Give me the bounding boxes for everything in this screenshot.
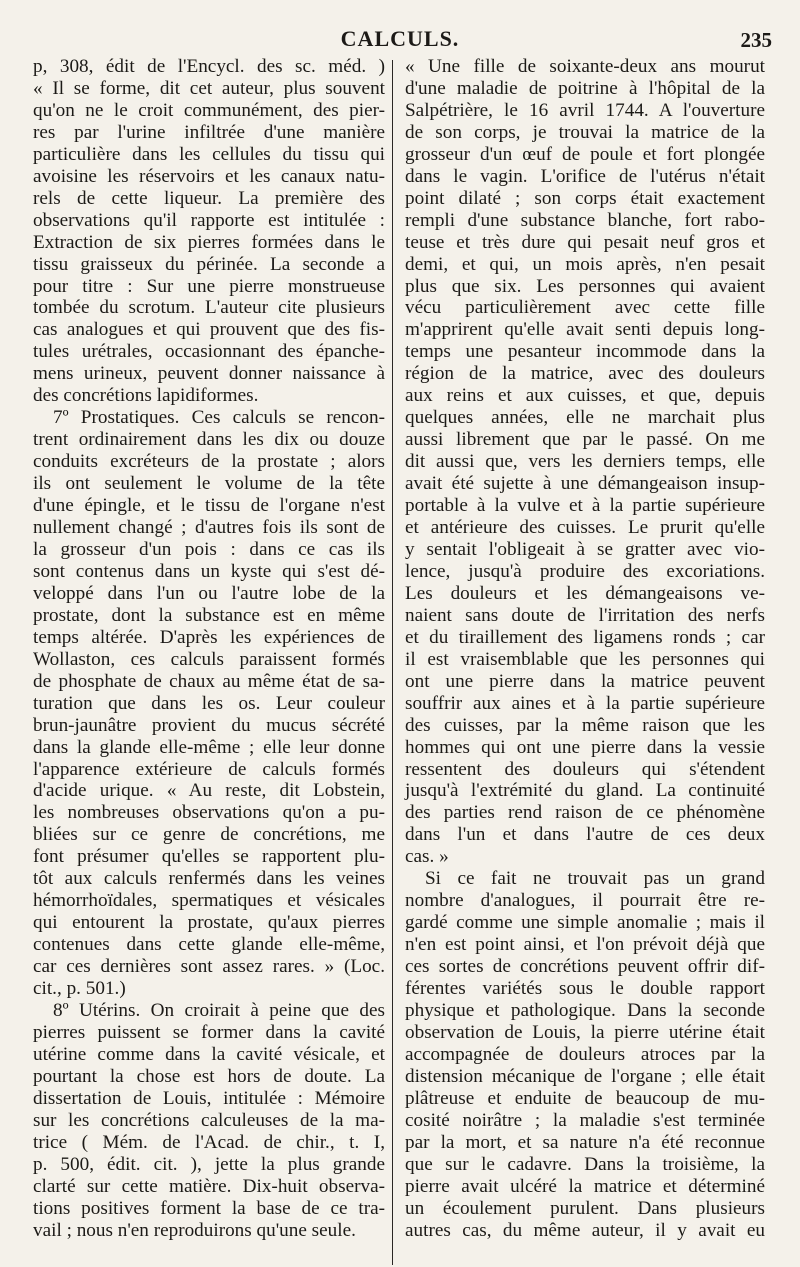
text-line: un écoulement purulent. Dans plusieurs — [405, 1197, 765, 1219]
text-line: férentes variétés sous le double rapport — [405, 978, 765, 1000]
text-line: cas analogues et qui prouvent que des fis- — [33, 319, 385, 341]
text-line: les nombreuses observations qu'on a pu- — [33, 802, 385, 824]
column-divider — [392, 60, 393, 1265]
text-line: hommes qui ont une pierre dans la vessie — [405, 736, 765, 758]
text-line: veloppé dans l'un ou l'autre lobe de la — [33, 582, 385, 604]
text-line: Si ce fait ne trouvait pas un grand — [425, 868, 765, 890]
text-line: clarté sur cette matière. Dix-huit observa- — [33, 1175, 385, 1197]
text-line: quelques années, elle ne marchait plus — [405, 407, 765, 429]
text-line: dans la glande elle-même ; elle leur donne — [33, 736, 385, 758]
text-line: brun-jaunâtre provient du mucus sécrété — [33, 714, 385, 736]
text-line: point dilaté ; son corps était exactement — [405, 187, 765, 209]
text-line: Wollaston, ces calculs paraissent formés — [33, 648, 385, 670]
page-number: 235 — [740, 28, 772, 52]
text-line: aux reins et aux cuisses, et que, depuis — [405, 385, 765, 407]
page-header — [0, 26, 800, 56]
text-line: « Une fille de soixante-deux ans mourut — [405, 56, 765, 77]
text-line: d'une maladie de poitrine à l'hôpital de la — [405, 77, 765, 99]
text-line: des parties rend raison de ce phénomène — [405, 802, 765, 824]
text-line: plus que six. Les personnes qui avaient — [405, 275, 765, 297]
text-line: ils ont seulement le volume de la tête — [33, 473, 385, 495]
text-line: car ces dernières sont assez rares. » (Loc. — [33, 956, 385, 978]
text-line: n'en est point ainsi, et l'on prévoit déjà que — [405, 934, 765, 956]
text-line: y sentait l'obligeait à se gratter avec vio- — [405, 538, 765, 560]
text-line: cosité noirâtre ; la maladie s'est terminée — [405, 1109, 765, 1131]
text-line: teuse et très dure qui pesait neuf gros et — [405, 231, 765, 253]
text-line: temps altérée. D'après les expériences de — [33, 626, 385, 648]
text-line: portable à la vulve et à la partie supérieure — [405, 495, 765, 517]
text-line: contenues dans cette glande elle-même, — [33, 934, 385, 956]
text-line: jusqu'à l'extrémité du gland. La continuité — [405, 780, 765, 802]
text-line: cit., p. 501.) — [33, 978, 126, 1000]
text-line: lence, jusqu'à produire des excoriations. — [405, 560, 765, 582]
text-line: m'apprirent qu'elle avait senti depuis long- — [405, 319, 765, 341]
text-line: que sur le cadavre. Dans la troisième, la — [405, 1153, 765, 1175]
text-line: cas. » — [405, 846, 449, 868]
text-line: res par l'urine infiltrée d'une manière — [33, 121, 385, 143]
text-line: hémorrhoïdales, spermatiques et vésicales — [33, 890, 385, 912]
text-line: tôt aux calculs renfermés dans les veines — [33, 868, 385, 890]
text-line: par la mort, et sa nature n'a été reconnue — [405, 1131, 765, 1153]
text-line: trent ordinairement dans les dix ou douze — [33, 429, 385, 451]
text-line: dissertation de Louis, intitulée : Mémoire — [33, 1087, 385, 1109]
text-line: souffrir aux aines et à la partie supérieure — [405, 692, 765, 714]
text-line: plâtreuse et enduite de beaucoup de mu- — [405, 1087, 765, 1109]
text-line: distension mécanique de l'organe ; elle était — [405, 1065, 765, 1087]
text-line: et du tiraillement des ligamens ronds ; car — [405, 626, 765, 648]
text-line: ces sortes de concrétions peuvent offrir dif- — [405, 956, 765, 978]
text-line: Extraction de six pierres formées dans le — [33, 231, 385, 253]
text-line: font présumer qu'elles se rapportent plu- — [33, 846, 385, 868]
text-line: dans l'un et dans l'autre de ces deux — [405, 824, 765, 846]
text-line: « Il se forme, dit cet auteur, plus souvent — [33, 77, 385, 99]
text-line: Les douleurs et les démangeaisons ve- — [405, 582, 765, 604]
text-line: tissu graisseux du périnée. La seconde a — [33, 253, 385, 275]
text-line: la grosseur d'un pois : dans ce cas ils — [33, 538, 385, 560]
text-line: il est vraisemblable que les personnes qui — [405, 648, 765, 670]
text-line: conduits excréteurs de la prostate ; alors — [33, 451, 385, 473]
running-title: CALCULS. — [340, 26, 460, 51]
text-line: sont contenus dans un kyste qui s'est dé- — [33, 560, 385, 582]
text-line: dans le vagin. L'orifice de l'utérus n'était — [405, 165, 765, 187]
text-line: et antérieure des cuisses. Le prurit qu'elle — [405, 517, 765, 539]
text-line: ressentent des douleurs qui s'étendent — [405, 758, 765, 780]
text-line: bliées sur ce genre de concrétions, me — [33, 824, 385, 846]
text-line: des cuisses, par la même raison que les — [405, 714, 765, 736]
text-line: tions positives forment la base de ce tra- — [33, 1197, 385, 1219]
text-line: région de la matrice, avec des douleurs — [405, 363, 765, 385]
text-line: rels de cette liqueur. La première des — [33, 187, 385, 209]
text-line: nombre d'analogues, il pourrait être re- — [405, 890, 765, 912]
text-line: observation de Louis, la pierre utérine était — [405, 1021, 765, 1043]
text-line: avoisine les réservoirs et les canaux natu- — [33, 165, 385, 187]
text-line: pierre avait ulcéré la matrice et déterminé — [405, 1175, 765, 1197]
text-line: vécu particulièrement avec cette fille — [405, 297, 765, 319]
text-line: 7º Prostatiques. Ces calculs se rencon- — [53, 407, 385, 429]
text-line: ont une pierre dans la matrice peuvent — [405, 670, 765, 692]
text-line: accompagnée de douleurs atroces par la — [405, 1043, 765, 1065]
left-text-column — [33, 56, 385, 1241]
right-text-column — [405, 56, 765, 1241]
text-line: nullement changé ; d'autres fois ils sont de — [33, 517, 385, 539]
text-line: demi, et qui, un mois après, n'en pesait — [405, 253, 765, 275]
text-line: d'acide urique. « Au reste, dit Lobstein, — [33, 780, 385, 802]
text-line: l'apparence extérieure de calculs formés — [33, 758, 385, 780]
text-line: particulière dans les cellules du tissu qui — [33, 143, 385, 165]
text-line: aussi librement que par le passé. On me — [405, 429, 765, 451]
text-line: temps une pesanteur incommode dans la — [405, 341, 765, 363]
text-line: qui entourent la prostate, qu'aux pierres — [33, 912, 385, 934]
text-line: naient sans doute de l'irritation des nerfs — [405, 604, 765, 626]
text-line: trice ( Mém. de l'Acad. de chir., t. I, — [33, 1131, 385, 1153]
text-line: Salpétrière, le 16 avril 1744. A l'ouverture — [405, 99, 765, 121]
text-line: dit aussi que, vers les derniers temps, elle — [405, 451, 765, 473]
text-line: grosseur d'un œuf de poule et fort plongée — [405, 143, 765, 165]
text-line: gardé comme une simple anomalie ; mais il — [405, 912, 765, 934]
text-line: autres cas, du même auteur, il y avait eu — [405, 1219, 765, 1241]
text-line: pourtant la chose est hors de doute. La — [33, 1065, 385, 1087]
text-line: de phosphate de chaux au même état de sa- — [33, 670, 385, 692]
text-line: tules urétrales, occasionnant des épanche- — [33, 341, 385, 363]
text-line: d'une épingle, et le tissu de l'organe n'est — [33, 495, 385, 517]
text-line: tombée du scrotum. L'auteur cite plusieurs — [33, 297, 385, 319]
text-line: sur les concrétions calculeuses de la ma- — [33, 1109, 385, 1131]
text-line: physique et pathologique. Dans la seconde — [405, 999, 765, 1021]
text-line: rempli d'une substance blanche, fort rabo- — [405, 209, 765, 231]
text-line: pour titre : Sur une pierre monstrueuse — [33, 275, 385, 297]
text-line: des concrétions lapidiformes. — [33, 385, 259, 407]
text-line: p. 500, édit. cit. ), jette la plus grande — [33, 1153, 385, 1175]
text-line: prostate, dont la substance est en même — [33, 604, 385, 626]
text-line: qu'on ne le croit communément, des pier- — [33, 99, 385, 121]
text-line: p, 308, édit de l'Encycl. des sc. méd. ) — [33, 56, 385, 77]
text-line: vail ; nous n'en reproduirons qu'une seule. — [33, 1219, 356, 1241]
text-line: pierres puissent se former dans la cavité — [33, 1021, 385, 1043]
text-line: utérine comme dans la cavité vésicale, et — [33, 1043, 385, 1065]
text-line: avait été sujette à une démangeaison insup- — [405, 473, 765, 495]
text-line: de son corps, je trouvai la matrice de la — [405, 121, 765, 143]
text-line: 8º Utérins. On croirait à peine que des — [53, 999, 385, 1021]
text-line: mens urineux, peuvent donner naissance à — [33, 363, 385, 385]
text-line: turation que dans les os. Leur couleur — [33, 692, 385, 714]
text-line: observations qu'il rapporte est intitulée : — [33, 209, 385, 231]
